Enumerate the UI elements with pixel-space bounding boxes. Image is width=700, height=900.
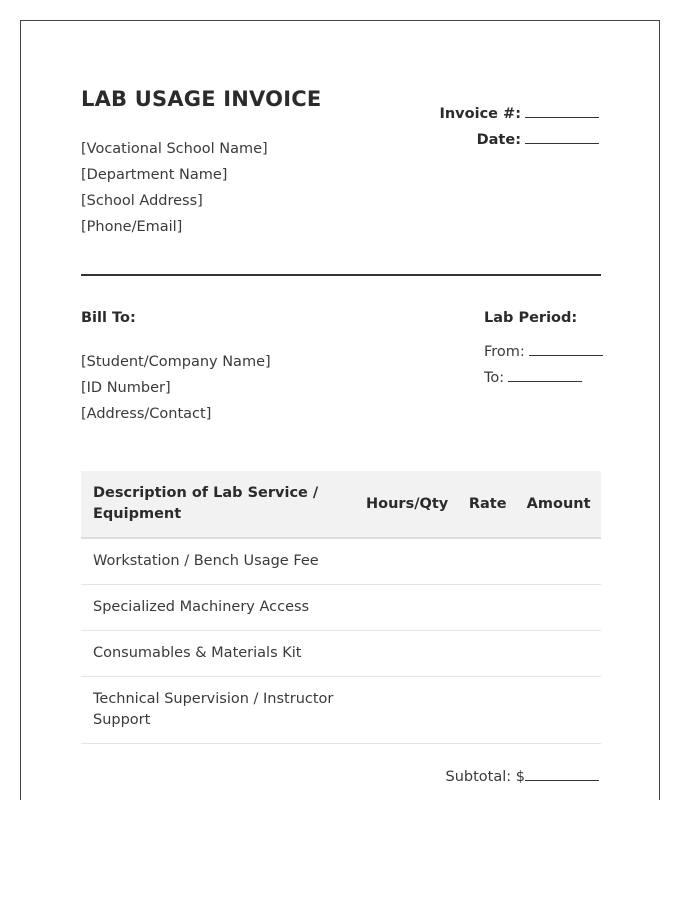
- row-amount-cell[interactable]: [516, 585, 601, 631]
- subtotal-label: Subtotal: $: [445, 769, 525, 785]
- lab-period-to: [484, 365, 603, 391]
- row-hours-cell[interactable]: [355, 538, 459, 585]
- bill-to-name: [Student/Company Name]: [81, 354, 271, 370]
- lab-period: [484, 310, 603, 391]
- row-amount-cell[interactable]: [516, 677, 601, 744]
- lab-period-heading: Lab Period:: [484, 310, 578, 326]
- column-header-rate: Rate: [459, 471, 516, 538]
- bill-to-info: [81, 349, 271, 427]
- department-name: [Department Name]: [81, 167, 228, 183]
- row-hours-cell[interactable]: [355, 585, 459, 631]
- column-header-amount: Amount: [516, 471, 601, 538]
- lab-period-from-label: From:: [484, 344, 525, 360]
- header-divider: [81, 274, 601, 276]
- row-description: Consumables & Materials Kit: [81, 631, 355, 677]
- lab-period-from-blank[interactable]: [529, 342, 603, 356]
- school-address: [School Address]: [81, 193, 203, 209]
- row-description: Specialized Machinery Access: [81, 585, 355, 631]
- lab-period-from: [484, 339, 603, 365]
- bill-to-address: [Address/Contact]: [81, 406, 212, 422]
- row-hours-cell[interactable]: [355, 631, 459, 677]
- invoice-number-blank[interactable]: [525, 104, 599, 118]
- column-header-description: Description of Lab Service / Equipment: [81, 471, 355, 538]
- row-description: Technical Supervision / Instructor Support: [81, 677, 355, 744]
- lab-period-to-label: To:: [484, 370, 505, 386]
- table-row: [81, 538, 601, 585]
- table-row: [81, 677, 601, 744]
- table-row: [81, 631, 601, 677]
- table-row: [81, 585, 601, 631]
- school-name: [Vocational School Name]: [81, 141, 268, 157]
- invoice-title: LAB USAGE INVOICE: [81, 87, 322, 111]
- row-rate-cell[interactable]: [459, 585, 516, 631]
- invoice-meta: [439, 101, 599, 153]
- bill-to-heading: Bill To:: [81, 310, 136, 326]
- row-amount-cell[interactable]: [516, 631, 601, 677]
- invoice-number-label: Invoice #:: [439, 106, 521, 122]
- row-rate-cell[interactable]: [459, 631, 516, 677]
- services-table: [81, 471, 601, 744]
- invoice-number-row: [439, 101, 599, 127]
- subtotal-row: [446, 767, 599, 785]
- invoice-sheet: [20, 20, 660, 800]
- lab-period-to-blank[interactable]: [508, 368, 582, 382]
- column-header-hours: Hours/Qty: [355, 471, 459, 538]
- bill-to-id: [ID Number]: [81, 380, 171, 396]
- table-header-row: [81, 471, 601, 538]
- invoice-date-label: Date:: [476, 132, 521, 148]
- school-info: [81, 136, 268, 240]
- row-rate-cell[interactable]: [459, 677, 516, 744]
- school-contact: [Phone/Email]: [81, 219, 183, 235]
- subtotal-blank[interactable]: [525, 767, 599, 781]
- row-amount-cell[interactable]: [516, 538, 601, 585]
- row-rate-cell[interactable]: [459, 538, 516, 585]
- invoice-date-blank[interactable]: [525, 130, 599, 144]
- invoice-date-row: [439, 127, 599, 153]
- row-description: Workstation / Bench Usage Fee: [81, 538, 355, 585]
- row-hours-cell[interactable]: [355, 677, 459, 744]
